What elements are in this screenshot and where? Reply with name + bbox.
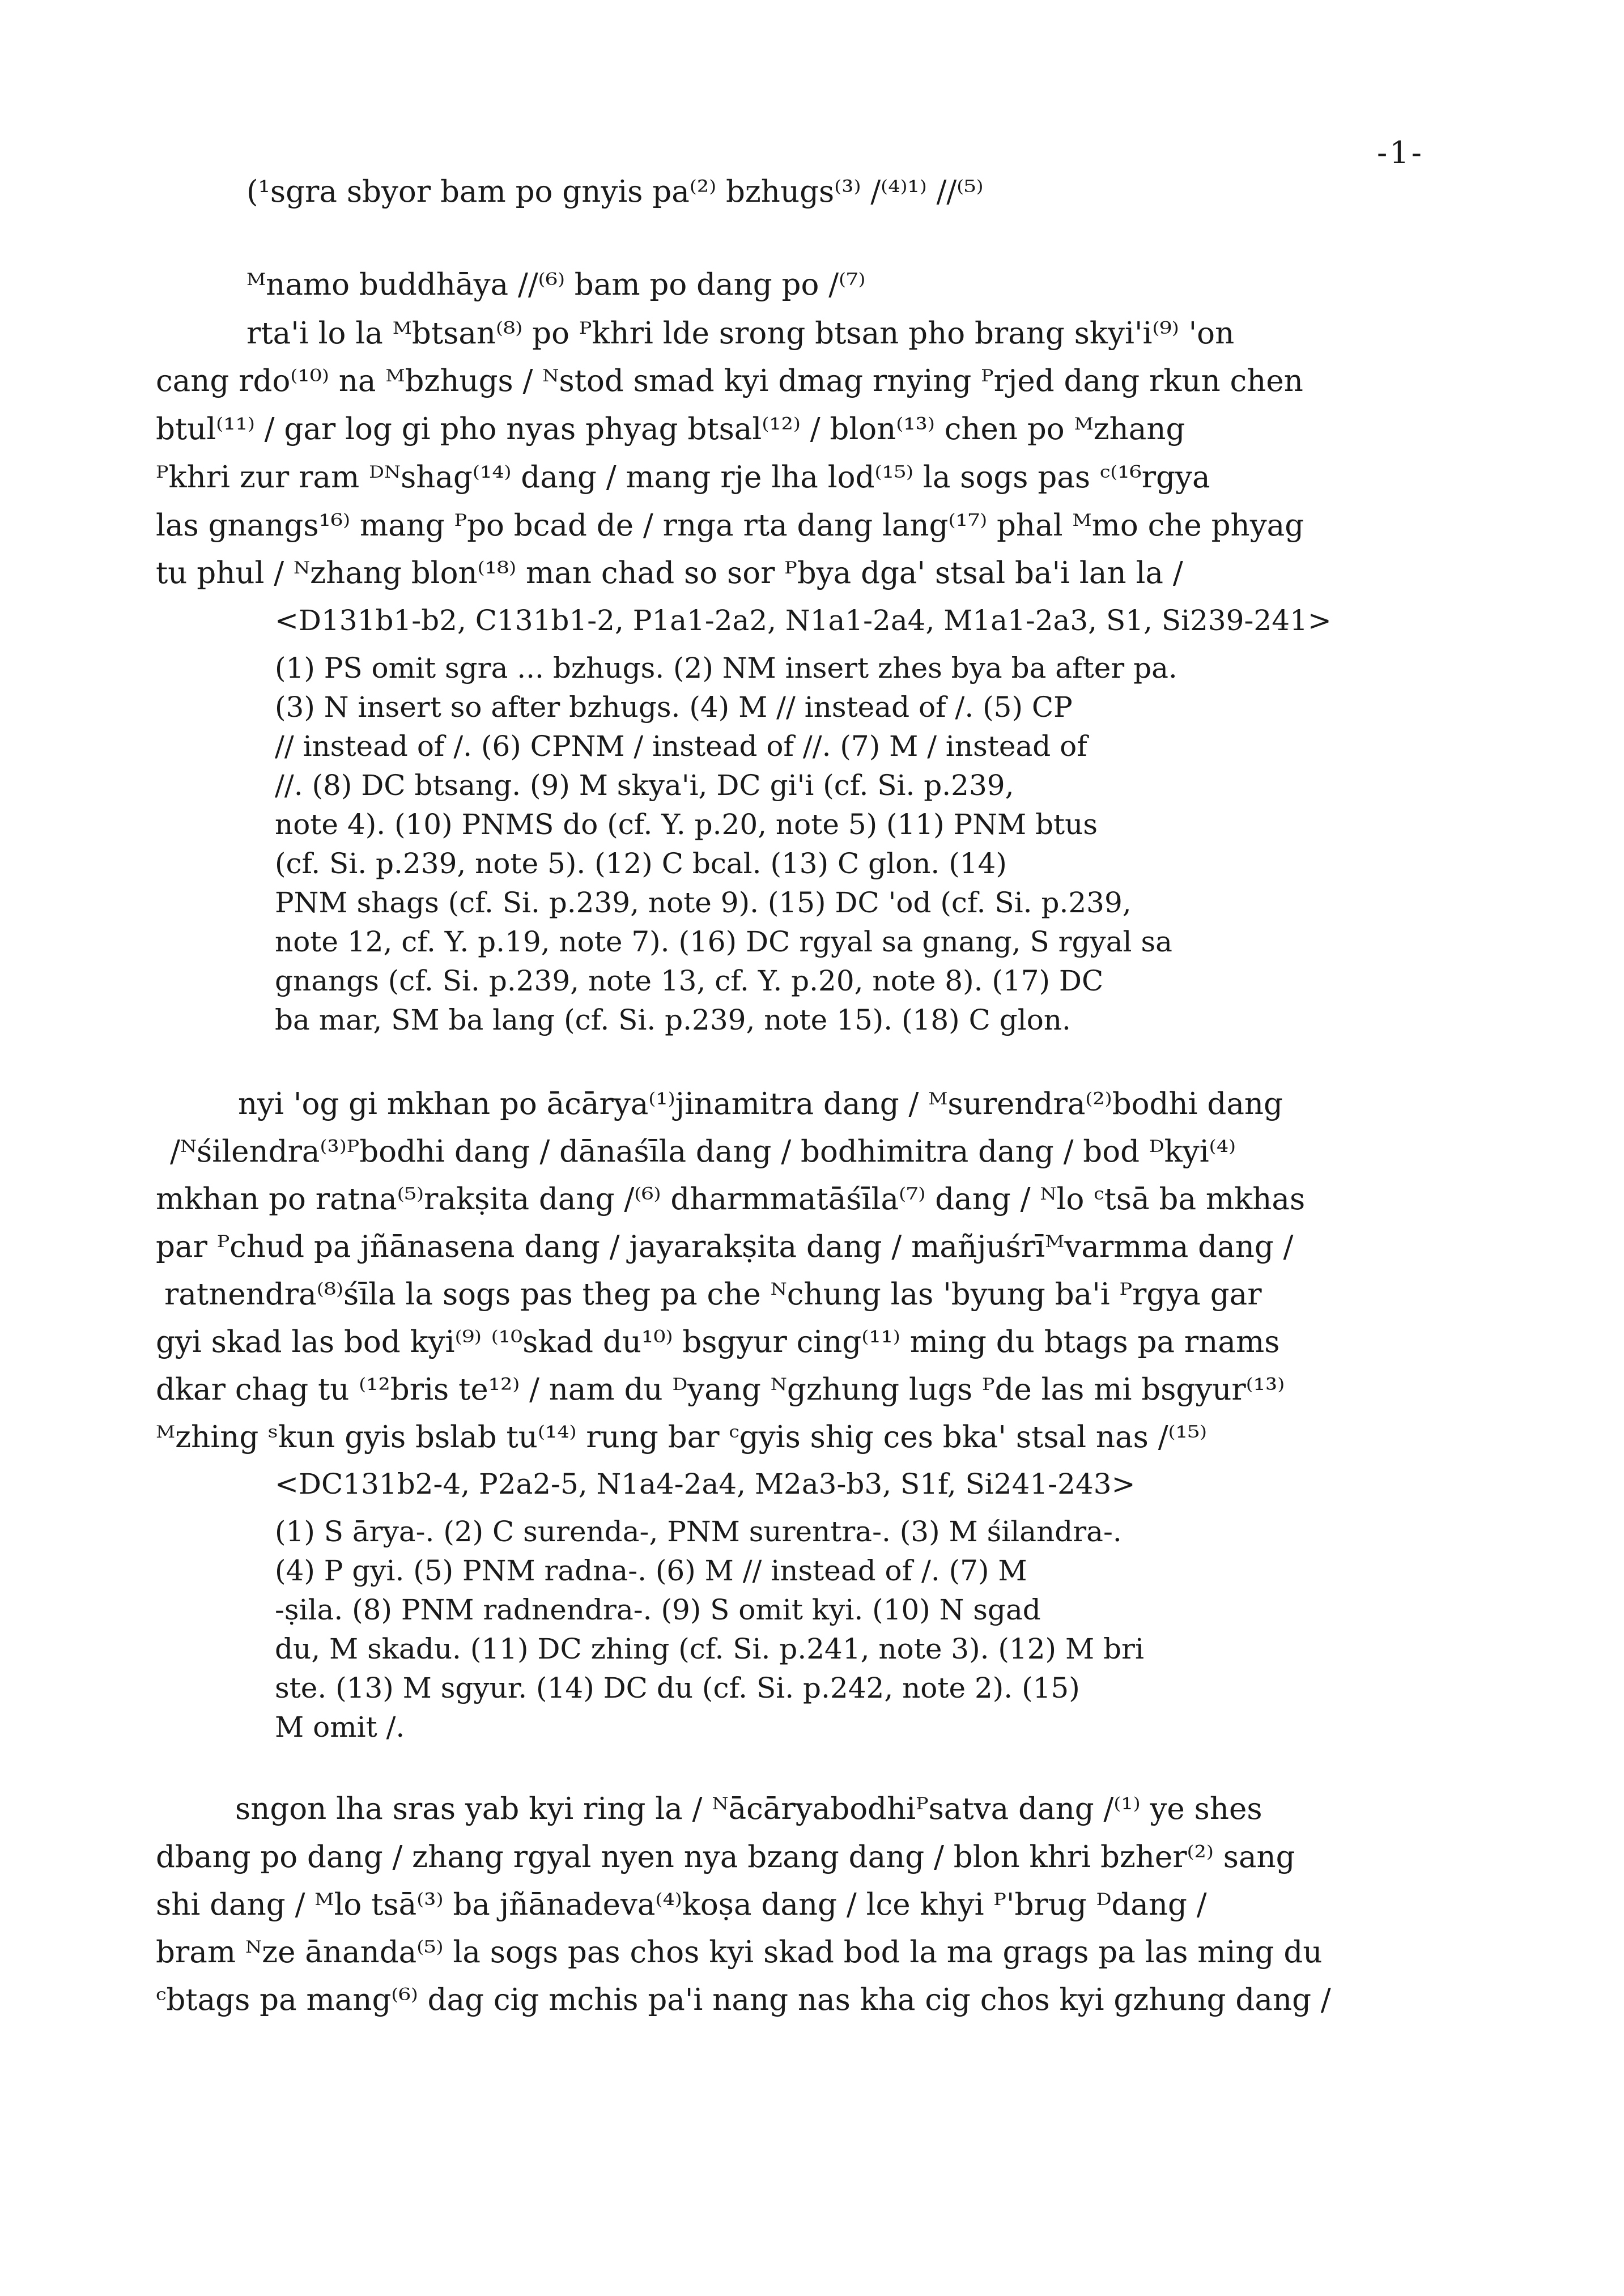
s2-line-7: dkar chag tu ⁽¹²bris te¹²⁾ / nam du ᴰyang ᴺgzhung lugs ᴾde las mi bsgyur⁽¹³⁾ xyxy=(156,1372,1285,1407)
s1-note-8: note 12, cf. Y. p.19, note 7). (16) DC rgyal sa gnang, S rgyal sa xyxy=(275,925,1172,958)
s1-line-1: (¹sgra sbyor bam po gnyis pa⁽²⁾ bzhugs⁽³⁾ /⁽⁴⁾¹⁾ //⁽⁵⁾ xyxy=(246,175,984,209)
s2-note-4: du, M skadu. (11) DC zhing (cf. Si. p.241, note 3). (12) M bri xyxy=(275,1632,1144,1665)
s2-line-2: /ᴺśilendra⁽³⁾ᴾbodhi dang / dānaśīla dang / bodhimitra dang / bod ᴰkyi⁽⁴⁾ xyxy=(170,1134,1236,1169)
s1-note-10: ba mar, SM ba lang (cf. Si. p.239, note 15). (18) C glon. xyxy=(275,1004,1071,1036)
s1-note-3: // instead of /. (6) CPNM / instead of //. (7) M / instead of xyxy=(275,730,1087,763)
s3-line-1: sngon lha sras yab kyi ring la / ᴺācāryabodhiᴾsatva dang /⁽¹⁾ ye shes xyxy=(235,1792,1262,1826)
s1-line-7: las gnangs¹⁶⁾ mang ᴾpo bcad de / rnga rta dang lang⁽¹⁷⁾ phal ᴹmo che phyag xyxy=(156,508,1304,543)
s2-line-3: mkhan po ratna⁽⁵⁾rakṣita dang /⁽⁶⁾ dharmmatāśīla⁽⁷⁾ dang / ᴺlo ᶜtsā ba mkhas xyxy=(156,1182,1306,1217)
s3-line-3: shi dang / ᴹlo tsā⁽³⁾ ba jñānadeva⁽⁴⁾koṣa dang / lce khyi ᴾ'brug ᴰdang / xyxy=(156,1887,1207,1922)
s2-line-5: ratnendra⁽⁸⁾śīla la sogs pas theg pa che ᴺchung las 'byung ba'i ᴾrgya gar xyxy=(164,1277,1262,1312)
s2-note-5: ste. (13) M sgyur. (14) DC du (cf. Si. p.242, note 2). (15) xyxy=(275,1672,1080,1704)
s2-note-2: (4) P gyi. (5) PNM radna-. (6) M // instead of /. (7) M xyxy=(275,1554,1027,1587)
s1-note-1: (1) PS omit sgra ... bzhugs. (2) NM insert zhes bya ba after pa. xyxy=(275,652,1177,684)
s1-note-5: note 4). (10) PNMS do (cf. Y. p.20, note 5) (11) PNM btus xyxy=(275,808,1098,841)
s1-line-8: tu phul / ᴺzhang blon⁽¹⁸⁾ man chad so sor ᴾbya dga' stsal ba'i lan la / xyxy=(156,556,1183,590)
s1-line-6: ᴾkhri zur ram ᴰᴺshag⁽¹⁴⁾ dang / mang rje lha lod⁽¹⁵⁾ la sogs pas ᶜ⁽¹⁶rgya xyxy=(156,460,1210,495)
s2-reference: <DC131b2-4, P2a2-5, N1a4-2a4, M2a3-b3, S1f, Si241-243> xyxy=(275,1468,1136,1500)
s1-note-7: PNM shags (cf. Si. p.239, note 9). (15) DC 'od (cf. Si. p.239, xyxy=(275,886,1132,919)
s1-line-2: ᴹnamo buddhāya //⁽⁶⁾ bam po dang po /⁽⁷⁾ xyxy=(246,267,866,302)
s1-note-6: (cf. Si. p.239, note 5). (12) C bcal. (13) C glon. (14) xyxy=(275,847,1007,880)
s1-note-4: //. (8) DC btsang. (9) M skya'i, DC gi'i (cf. Si. p.239, xyxy=(275,769,1014,802)
s2-line-1: nyi 'og gi mkhan po ācārya⁽¹⁾jinamitra dang / ᴹsurendra⁽²⁾bodhi dang xyxy=(238,1087,1283,1121)
s1-line-5: btul⁽¹¹⁾ / gar log gi pho nyas phyag btsal⁽¹²⁾ / blon⁽¹³⁾ chen po ᴹzhang xyxy=(156,412,1185,447)
s3-line-2: dbang po dang / zhang rgyal nyen nya bzang dang / blon khri bzher⁽²⁾ sang xyxy=(156,1840,1295,1874)
s3-line-5: ᶜbtags pa mang⁽⁶⁾ dag cig mchis pa'i nang nas kha cig chos kyi gzhung dang / xyxy=(156,1983,1331,2017)
s1-line-3: rta'i lo la ᴹbtsan⁽⁸⁾ po ᴾkhri lde srong btsan pho brang skyi'i⁽⁹⁾ 'on xyxy=(246,316,1235,351)
s1-note-2: (3) N insert so after bzhugs. (4) M // instead of /. (5) CP xyxy=(275,691,1073,724)
s2-note-3: -ṣila. (8) PNM radnendra-. (9) S omit kyi. (10) N sgad xyxy=(275,1593,1041,1626)
s2-line-6: gyi skad las bod kyi⁽⁹⁾ ⁽¹⁰skad du¹⁰⁾ bsgyur cing⁽¹¹⁾ ming du btags pa rnams xyxy=(156,1325,1280,1359)
s2-note-1: (1) S ārya-. (2) C surenda-, PNM surentra-. (3) M śilandra-. xyxy=(275,1515,1122,1548)
s2-line-4: par ᴾchud pa jñānasena dang / jayarakṣita dang / mañjuśrīᴹvarmma dang / xyxy=(156,1230,1294,1264)
s1-note-9: gnangs (cf. Si. p.239, note 13, cf. Y. p.20, note 8). (17) DC xyxy=(275,964,1104,997)
s3-line-4: bram ᴺze ānanda⁽⁵⁾ la sogs pas chos kyi skad bod la ma grags pa las ming du xyxy=(156,1935,1323,1970)
s2-note-6: M omit /. xyxy=(275,1711,405,1744)
s1-reference: <D131b1-b2, C131b1-2, P1a1-2a2, N1a1-2a4, M1a1-2a3, S1, Si239-241> xyxy=(275,604,1332,637)
s2-line-8: ᴹzhing ˢkun gyis bslab tu⁽¹⁴⁾ rung bar ᶜgyis shig ces bka' stsal nas /⁽¹⁵⁾ xyxy=(156,1420,1208,1455)
s1-line-4: cang rdo⁽¹⁰⁾ na ᴹbzhugs / ᴺstod smad kyi dmag rnying ᴾrjed dang rkun chen xyxy=(156,364,1303,398)
page-number: -1- xyxy=(1377,135,1424,171)
